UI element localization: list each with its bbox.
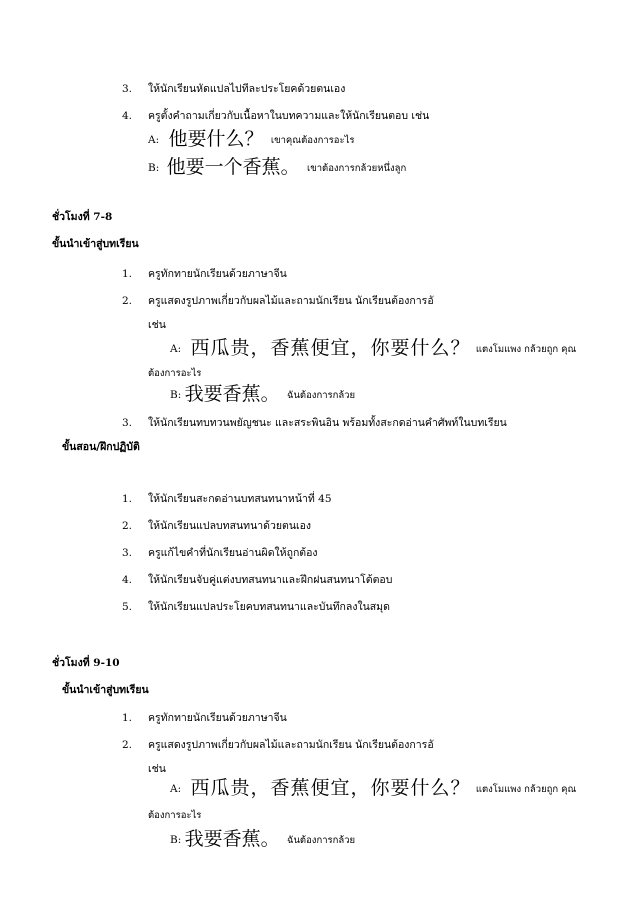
chinese-text: 他要什么？: [168, 128, 264, 150]
list-number: 3.: [122, 547, 133, 559]
thai-translation: ฉันต้องการกล้วย: [286, 390, 356, 401]
thai-translation: เขาคุณต้องการอะไร: [270, 135, 355, 146]
list-number: 2.: [122, 295, 133, 307]
list-item-continuation: เช่น: [148, 319, 166, 331]
list-number: 2.: [122, 520, 133, 532]
dialog-label: B:: [170, 834, 182, 846]
chinese-text: 我要香蕉。: [184, 383, 280, 405]
list-number: 1.: [122, 493, 133, 505]
intro-heading: ขั้นนำเข้าสู่บทเรียน: [62, 684, 149, 696]
list-item-text: ครูทักทายนักเรียนด้วยภาษาจีน: [148, 268, 287, 280]
chinese-text: 他要一个香蕉。: [166, 156, 300, 178]
dialog-label: B:: [148, 162, 160, 174]
list-item-text: ให้นักเรียนจับคู่แต่งบทสนทนาและฝึกฝนสนทนาโต้ตอบ: [148, 574, 393, 586]
list-item-text: ครูทักทายนักเรียนด้วยภาษาจีน: [148, 712, 287, 724]
hour-heading: ชั่วโมงที่ 7-8: [52, 211, 113, 223]
thai-translation: เขาต้องการกล้วยหนึ่งลูก: [306, 163, 407, 174]
list-number: 3.: [122, 83, 133, 95]
dialog-label: A:: [170, 343, 182, 355]
list-number: 1.: [122, 268, 133, 280]
list-item-text: ครูตั้งคำถามเกี่ยวกับเนื้อหาในบทความและให้นักเรียนตอบ เช่น: [148, 110, 430, 122]
dialog-continuation: ต้องการอะไร: [148, 368, 202, 379]
chinese-text: 我要香蕉。: [184, 828, 280, 850]
hour-heading: ชั่วโมงที่ 9-10: [52, 657, 120, 669]
dialog-label: A:: [148, 134, 160, 146]
chinese-text: 西瓜贵，香蕉便宜，你要什么？: [190, 777, 471, 799]
list-item-text: ครูแสดงรูปภาพเกี่ยวกับผลไม้และถามนักเรียน นักเรียนต้องการอั: [148, 739, 434, 751]
thai-translation: แตงโมแพง กล้วยถูก คุณ: [475, 784, 577, 795]
list-item-text: ให้นักเรียนสะกดอ่านบทสนทนาหน้าที่ 45: [148, 493, 332, 505]
list-item-text: ให้นักเรียนทบทวนพยัญชนะ และสระพินอิน พร้อมทั้งสะกดอ่านคำศัพท์ในบทเรียน: [148, 417, 507, 429]
list-item-text: ให้นักเรียนหัดแปลไปทีละประโยคด้วยตนเอง: [148, 83, 346, 95]
list-number: 4.: [122, 110, 133, 122]
list-item-text: ครูแก้ไขคำที่นักเรียนอ่านผิดให้ถูกต้อง: [148, 547, 318, 559]
dialog-continuation: ต้องการอะไร: [148, 810, 202, 821]
dialog-line-b: [170, 383, 356, 405]
chinese-text: 西瓜贵，香蕉便宜，你要什么？: [190, 337, 471, 359]
list-number: 4.: [122, 574, 133, 586]
dialog-line-a: [170, 777, 577, 799]
list-number: 5.: [122, 601, 133, 613]
intro-heading: ขั้นนำเข้าสู่บทเรียน: [52, 238, 139, 250]
dialog-line-b: [148, 156, 407, 178]
list-item-text: ให้นักเรียนแปลประโยคบทสนทนาและบันทึกลงในสมุด: [148, 601, 390, 613]
list-number: 1.: [122, 712, 133, 724]
dialog-line-a: [170, 337, 577, 359]
list-item-continuation: เช่น: [148, 763, 166, 775]
thai-translation: แตงโมแพง กล้วยถูก คุณ: [475, 344, 577, 355]
list-number: 3.: [122, 417, 133, 429]
practice-heading: ขั้นสอน/ฝึกปฏิบัติ: [62, 441, 140, 453]
list-item-text: ครูแสดงรูปภาพเกี่ยวกับผลไม้และถามนักเรียน นักเรียนต้องการอั: [148, 295, 434, 307]
dialog-label: A:: [170, 783, 182, 795]
list-item-text: ให้นักเรียนแปลบทสนทนาด้วยตนเอง: [148, 520, 312, 532]
dialog-line-a: [148, 128, 355, 150]
thai-translation: ฉันต้องการกล้วย: [286, 835, 356, 846]
list-number: 2.: [122, 739, 133, 751]
dialog-label: B:: [170, 389, 182, 401]
dialog-line-b: [170, 828, 356, 850]
